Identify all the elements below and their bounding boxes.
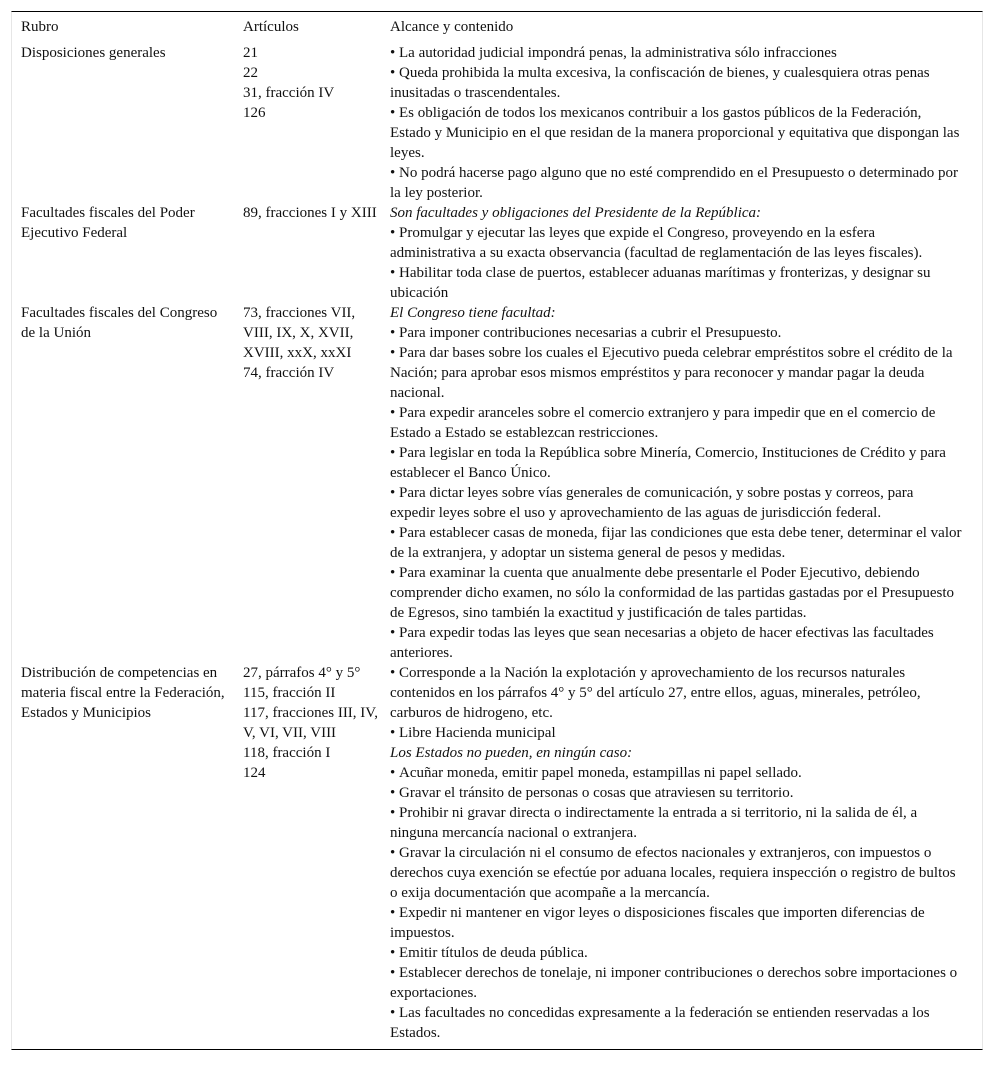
bullet-item: • La autoridad judicial impondrá penas, la administrativa sólo infracciones [390, 43, 962, 63]
articulo-ref: 22 [243, 65, 258, 81]
header-articulos: Artículos [243, 19, 299, 35]
bullet-item: • Para legislar en toda la República sobre Minería, Comercio, Instituciones de Crédito y para establecer el Banco Único. [390, 443, 962, 483]
bullet-item: • Las facultades no concedidas expresamente a la federación se entienden reservadas a los Estados. [390, 1003, 962, 1043]
bullet-item: • Gravar el tránsito de personas o cosas que atraviesen su territorio. [390, 783, 962, 803]
bullet-item: • Para establecer casas de moneda, fijar las condiciones que esta debe tener, determinar el valor de la extranjera, y adoptar un sistema general de pesos y medidas. [390, 523, 962, 563]
bullet-item: • Emitir títulos de deuda pública. [390, 943, 962, 963]
lead-text: Son facultades y obligaciones del Presidente de la República: [390, 205, 762, 221]
table-row [12, 663, 982, 1043]
articulo-ref: 27, párrafos 4° y 5° [243, 665, 361, 681]
bullet-item: • Para examinar la cuenta que anualmente debe presentarle el Poder Ejecutivo, debiendo comprender dicho examen, no sólo la conformidad de las partidas gastadas por el Presupuesto de Egresos, sino también la exactitud y justificación de tales partidas. [390, 563, 962, 623]
articulo-ref: 89, fracciones I y XIII [243, 205, 377, 221]
bullet-item: • Para dictar leyes sobre vías generales de comunicación, y sobre postas y correos, para expedir leyes sobre el uso y aprovechamiento de las aguas de jurisdicción federal. [390, 483, 962, 523]
bullet-item: • Para expedir todas las leyes que sean necesarias a objeto de hacer efectivas las facultades anteriores. [390, 623, 962, 663]
articulo-ref: 74, fracción IV [243, 365, 335, 381]
table-row [12, 43, 982, 203]
bullet-item: • Prohibir ni gravar directa o indirectamente la entrada a si territorio, ni la salida de él, a ninguna mercancía nacional o extranjera. [390, 803, 962, 843]
bullet-item: • Habilitar toda clase de puertos, establecer aduanas marítimas y fronterizas, y designar su ubicación [390, 263, 962, 303]
rubro-cell: Distribución de competencias en materia fiscal entre la Federación, Estados y Municipios [21, 665, 225, 721]
lead-text: El Congreso tiene facultad: [390, 305, 556, 321]
rubro-cell: Facultades fiscales del Congreso de la Unión [21, 305, 218, 341]
articulo-ref: 117, fracciones III, IV, V, VI, VII, VIII [243, 705, 378, 741]
alcance-cell [390, 203, 982, 303]
rubro-cell: Disposiciones generales [21, 45, 166, 61]
bullet-item: • Gravar la circulación ni el consumo de efectos nacionales y extranjeros, con impuestos o derechos cuya exención se efectúe por aduana locales, requiera inspección o registro de bultos o exija documentación que acompañe a la mercancía. [390, 843, 962, 903]
bullet-item: • Queda prohibida la multa excesiva, la confiscación de bienes, y cualesquiera otras penas inusitadas o trascendentales. [390, 63, 962, 103]
table-header-row [12, 12, 982, 43]
header-alcance: Alcance y contenido [390, 19, 514, 35]
bullet-item: • Para expedir aranceles sobre el comercio extranjero y para impedir que en el comercio de Estado a Estado se establezcan restricciones. [390, 403, 962, 443]
alcance-cell [390, 303, 982, 663]
bullet-item: • Para dar bases sobre los cuales el Ejecutivo pueda celebrar empréstitos sobre el crédito de la Nación; para aprobar esos mismos empréstitos y para reconocer y mandar pagar la deuda nacional. [390, 343, 962, 403]
articulo-ref: 73, fracciones VII, VIII, IX, X, XVII, XVIII, xxX, xxXI [243, 305, 356, 361]
table-row [12, 203, 982, 303]
bullet-item: • Acuñar moneda, emitir papel moneda, estampillas ni papel sellado. [390, 763, 962, 783]
articulo-ref: 115, fracción II [243, 685, 336, 701]
header-rubro: Rubro [21, 19, 59, 35]
lead-text: Los Estados no pueden, en ningún caso: [390, 745, 633, 761]
articulo-ref: 126 [243, 105, 266, 121]
bullet-item: • Expedir ni mantener en vigor leyes o disposiciones fiscales que importen diferencias de impuestos. [390, 903, 962, 943]
bullet-item: • Corresponde a la Nación la explotación y aprovechamiento de los recursos naturales contenidos en los párrafos 4° y 5° del artículo 27, entre ellos, aguas, minerales, petróleo, carburos de hidrogeno, etc. [390, 663, 962, 723]
bullet-item: • No podrá hacerse pago alguno que no esté comprendido en el Presupuesto o determinado por la ley posterior. [390, 163, 962, 203]
fiscal-competences-table [12, 12, 982, 1043]
rubro-cell: Facultades fiscales del Poder Ejecutivo Federal [21, 205, 195, 241]
bullet-item: • Libre Hacienda municipal [390, 723, 962, 743]
alcance-cell [390, 43, 982, 203]
bullet-item: • Es obligación de todos los mexicanos contribuir a los gastos públicos de la Federación, Estado y Municipio en el que residan de la manera proporcional y equitativa que dispongan las leyes. [390, 103, 962, 163]
table-row [12, 303, 982, 663]
articulo-ref: 21 [243, 45, 258, 61]
bullet-item: • Promulgar y ejecutar las leyes que expide el Congreso, proveyendo en la esfera administrativa a su exacta observancia (facultad de reglamentación de las leyes fiscales). [390, 223, 962, 263]
articulos-cell [243, 663, 390, 1043]
articulo-ref: 118, fracción I [243, 745, 331, 761]
articulo-ref: 31, fracción IV [243, 85, 335, 101]
bullet-item: • Para imponer contribuciones necesarias a cubrir el Presupuesto. [390, 323, 962, 343]
articulos-cell [243, 303, 390, 663]
articulos-cell [243, 203, 390, 303]
articulo-ref: 124 [243, 765, 266, 781]
fiscal-competences-table-container [11, 11, 983, 1050]
bullet-item: • Establecer derechos de tonelaje, ni imponer contribuciones o derechos sobre importaciones o exportaciones. [390, 963, 962, 1003]
alcance-cell [390, 663, 982, 1043]
articulos-cell [243, 43, 390, 203]
